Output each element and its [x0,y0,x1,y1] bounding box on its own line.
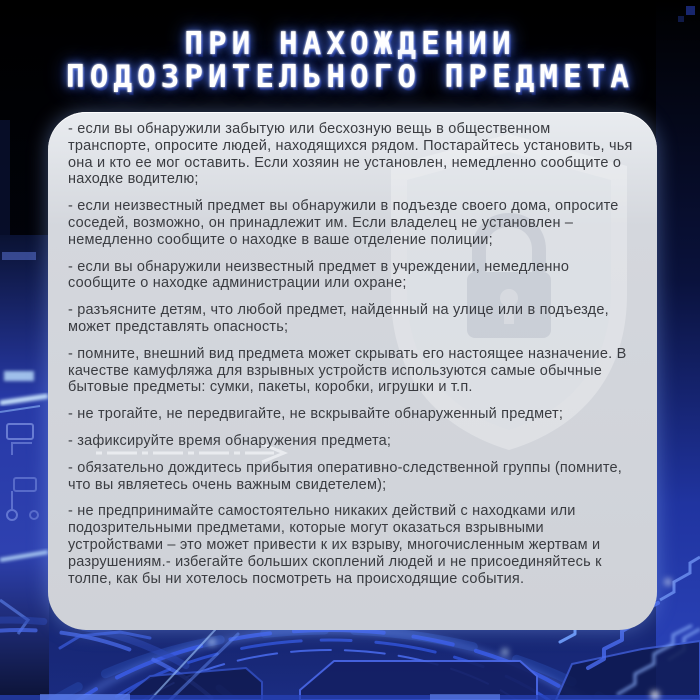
poster-title [0,28,700,94]
instruction-paragraph: - если вы обнаружили забытую или бесхозную вещь в общественном транспорте, опросите людей, находящихся рядом. Постарайтесь установить, чья она и кто ее мог оставить. Если хозяин не установлен, немедленно сообщите о находке водителю; [68,121,633,188]
instruction-paragraph: - зафиксируйте время обнаружения предмета; [68,432,392,449]
instruction-paragraph: - если вы обнаружили неизвестный предмет в учреждении, немедленно сообщите о находке администрации или охране; [68,258,570,292]
title-line-2: ПОДОЗРИТЕЛЬНОГО ПРЕДМЕТА [66,59,634,95]
instructions-list [48,112,657,587]
title-line-1: ПРИ НАХОЖДЕНИИ [184,26,516,62]
instruction-paragraph: - разъясните детям, что любой предмет, найденный на улице или в подъезде, может представлять опасность; [68,302,609,335]
instruction-paragraph: - не предпринимайте самостоятельно никаких действий с находками или подозрительными предметами, которые могут оказаться взрывными устройствами – это может привести к их взрыву, многочисленным жертвам и разрушениям.- избегайте больших скоплений людей и не присоединяйтесь к толпе, как бы ни хотелось посмотреть на происходящие события. [68,503,602,587]
instruction-paragraph: - обязательно дождитесь прибытия оперативно-следственной группы (помните, что вы являетесь очень важным свидетелем); [68,459,623,493]
instructions-card [48,112,657,630]
instruction-paragraph: - если неизвестный предмет вы обнаружили в подъезде своего дома, опросите соседей, возможно, он принадлежит им. Если владелец не установлен – немедленно сообщите о находке в ваше отделение полиции; [68,198,619,248]
instruction-paragraph: - не трогайте, не передвигайте, не вскрывайте обнаруженный предмет; [68,406,564,423]
instruction-paragraph: - помните, внешний вид предмета может скрывать его настоящее назначение. В качестве камуфляжа для взрывных устройств используются самые обычные бытовые предметы: сумки, пакеты, коробки, игрушки и т.п. [68,345,627,396]
circuit-pattern-right [656,0,700,700]
